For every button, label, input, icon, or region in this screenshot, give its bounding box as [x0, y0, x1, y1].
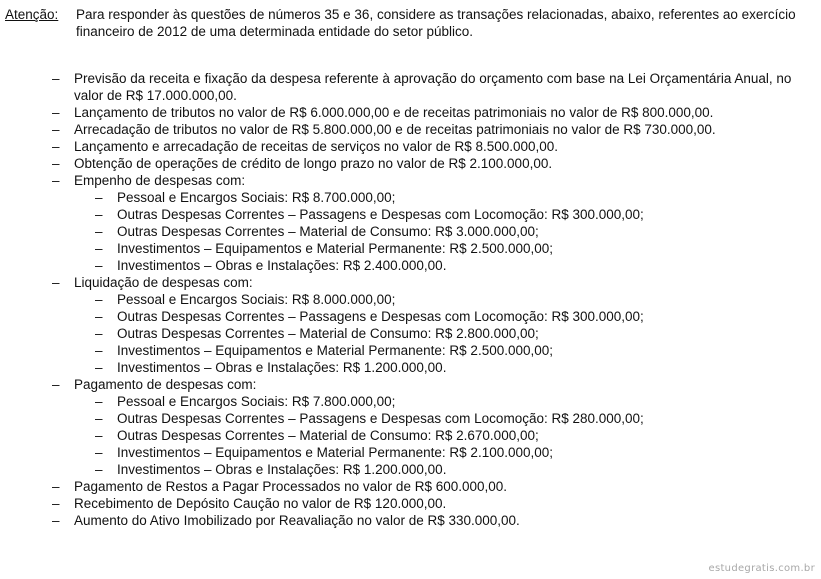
- dash-bullet: –: [52, 496, 60, 511]
- dash-bullet: –: [95, 258, 103, 273]
- transaction-subitem: [0, 291, 821, 308]
- transaction-item-text: Aumento do Ativo Imobilizado por Reavaliação no valor de R$ 330.000,00.: [74, 513, 520, 528]
- transaction-item-text: Empenho de despesas com:: [74, 173, 246, 188]
- dash-bullet: –: [95, 394, 103, 409]
- transaction-item-text: Arrecadação de tributos no valor de R$ 5.800.000,00 e de receitas patrimoniais no valor de R$ 730.000,00.: [74, 122, 716, 137]
- transaction-item: [0, 512, 821, 529]
- watermark: estudegratis.com.br: [708, 563, 815, 574]
- transaction-subitem: [0, 393, 821, 410]
- dash-bullet: –: [52, 122, 60, 137]
- transaction-subitem: [0, 410, 821, 427]
- transaction-subitem-text: Outras Despesas Correntes – Material de Consumo: R$ 3.000.000,00;: [117, 224, 539, 239]
- dash-bullet: –: [95, 360, 103, 375]
- transaction-subitem: [0, 189, 821, 206]
- transaction-subitem-text: Pessoal e Encargos Sociais: R$ 8.000.000,00;: [117, 292, 396, 307]
- dash-bullet: –: [52, 513, 60, 528]
- transaction-subitem-text: Investimentos – Obras e Instalações: R$ 2.400.000,00.: [117, 258, 447, 273]
- transaction-item: [0, 274, 821, 291]
- dash-bullet: –: [95, 241, 103, 256]
- dash-bullet: –: [52, 377, 60, 392]
- dash-bullet: –: [95, 326, 103, 341]
- dash-bullet: –: [95, 207, 103, 222]
- transaction-subitem: [0, 427, 821, 444]
- transaction-item: [0, 478, 821, 495]
- transaction-item-text: Lançamento de tributos no valor de R$ 6.000.000,00 e de receitas patrimoniais no valor de R$ 800.000,00.: [74, 105, 714, 120]
- transaction-item: [0, 172, 821, 189]
- transaction-subitem: [0, 359, 821, 376]
- transaction-subitem-text: Pessoal e Encargos Sociais: R$ 7.800.000,00;: [117, 394, 396, 409]
- transaction-item: [0, 138, 821, 155]
- transaction-item-text: Pagamento de despesas com:: [74, 377, 257, 392]
- attention-label: Atenção:: [5, 7, 59, 22]
- transaction-list: [0, 70, 821, 529]
- dash-bullet: –: [52, 479, 60, 494]
- dash-bullet: –: [95, 428, 103, 443]
- dash-bullet: –: [52, 173, 60, 188]
- transaction-subitem: [0, 461, 821, 478]
- transaction-item-text: Pagamento de Restos a Pagar Processados no valor de R$ 600.000,00.: [74, 479, 508, 494]
- dash-bullet: –: [95, 309, 103, 324]
- transaction-subitem-text: Investimentos – Equipamentos e Material Permanente: R$ 2.500.000,00;: [117, 241, 554, 256]
- transaction-subitem-text: Investimentos – Equipamentos e Material Permanente: R$ 2.500.000,00;: [117, 343, 554, 358]
- dash-bullet: –: [95, 190, 103, 205]
- instruction-line-2: financeiro de 2012 de uma determinada entidade do setor público.: [76, 24, 474, 39]
- transaction-subitem-text: Outras Despesas Correntes – Material de Consumo: R$ 2.800.000,00;: [117, 326, 539, 341]
- transaction-item: [0, 155, 821, 172]
- transaction-subitem-text: Outras Despesas Correntes – Material de Consumo: R$ 2.670.000,00;: [117, 428, 539, 443]
- instruction-line-1: Para responder às questões de números 35 e 36, considere as transações relacionadas, abaixo, referentes ao exercício: [76, 7, 796, 22]
- transaction-item-text: Recebimento de Depósito Caução no valor de R$ 120.000,00.: [74, 496, 447, 511]
- transaction-subitem-text: Outras Despesas Correntes – Passagens e Despesas com Locomoção: R$ 300.000,00;: [117, 207, 644, 222]
- dash-bullet: –: [95, 224, 103, 239]
- transaction-subitem-text: Investimentos – Obras e Instalações: R$ 1.200.000,00.: [117, 462, 447, 477]
- transaction-item: [0, 70, 821, 87]
- transaction-subitem-text: Outras Despesas Correntes – Passagens e Despesas com Locomoção: R$ 300.000,00;: [117, 309, 644, 324]
- dash-bullet: –: [95, 411, 103, 426]
- transaction-subitem: [0, 342, 821, 359]
- transaction-subitem-text: Investimentos – Obras e Instalações: R$ 1.200.000,00.: [117, 360, 447, 375]
- transaction-item-text: Obtenção de operações de crédito de longo prazo no valor de R$ 2.100.000,00.: [74, 156, 553, 171]
- dash-bullet: –: [95, 292, 103, 307]
- transaction-subitem: [0, 444, 821, 461]
- transaction-item-continuation: [0, 87, 821, 104]
- transaction-item-text: Previsão da receita e fixação da despesa referente à aprovação do orçamento com base na Lei Orçamentária Anual, no: [74, 71, 792, 86]
- transaction-subitem: [0, 206, 821, 223]
- transaction-subitem-text: Investimentos – Equipamentos e Material Permanente: R$ 2.100.000,00;: [117, 445, 554, 460]
- transaction-subitem: [0, 308, 821, 325]
- dash-bullet: –: [95, 343, 103, 358]
- transaction-item: [0, 121, 821, 138]
- transaction-item-continuation-text: valor de R$ 17.000.000,00.: [74, 88, 237, 103]
- transaction-item-text: Liquidação de despesas com:: [74, 275, 253, 290]
- dash-bullet: –: [52, 105, 60, 120]
- transaction-subitem: [0, 325, 821, 342]
- transaction-item: [0, 104, 821, 121]
- transaction-subitem: [0, 257, 821, 274]
- dash-bullet: –: [52, 275, 60, 290]
- transaction-item: [0, 495, 821, 512]
- transaction-item: [0, 376, 821, 393]
- transaction-subitem: [0, 240, 821, 257]
- transaction-item-text: Lançamento e arrecadação de receitas de serviços no valor de R$ 8.500.000,00.: [74, 139, 559, 154]
- dash-bullet: –: [95, 445, 103, 460]
- transaction-subitem-text: Pessoal e Encargos Sociais: R$ 8.700.000,00;: [117, 190, 396, 205]
- dash-bullet: –: [52, 71, 60, 86]
- dash-bullet: –: [95, 462, 103, 477]
- dash-bullet: –: [52, 156, 60, 171]
- transaction-subitem: [0, 223, 821, 240]
- dash-bullet: –: [52, 139, 60, 154]
- attention-header: [5, 6, 821, 42]
- transaction-subitem-text: Outras Despesas Correntes – Passagens e Despesas com Locomoção: R$ 280.000,00;: [117, 411, 644, 426]
